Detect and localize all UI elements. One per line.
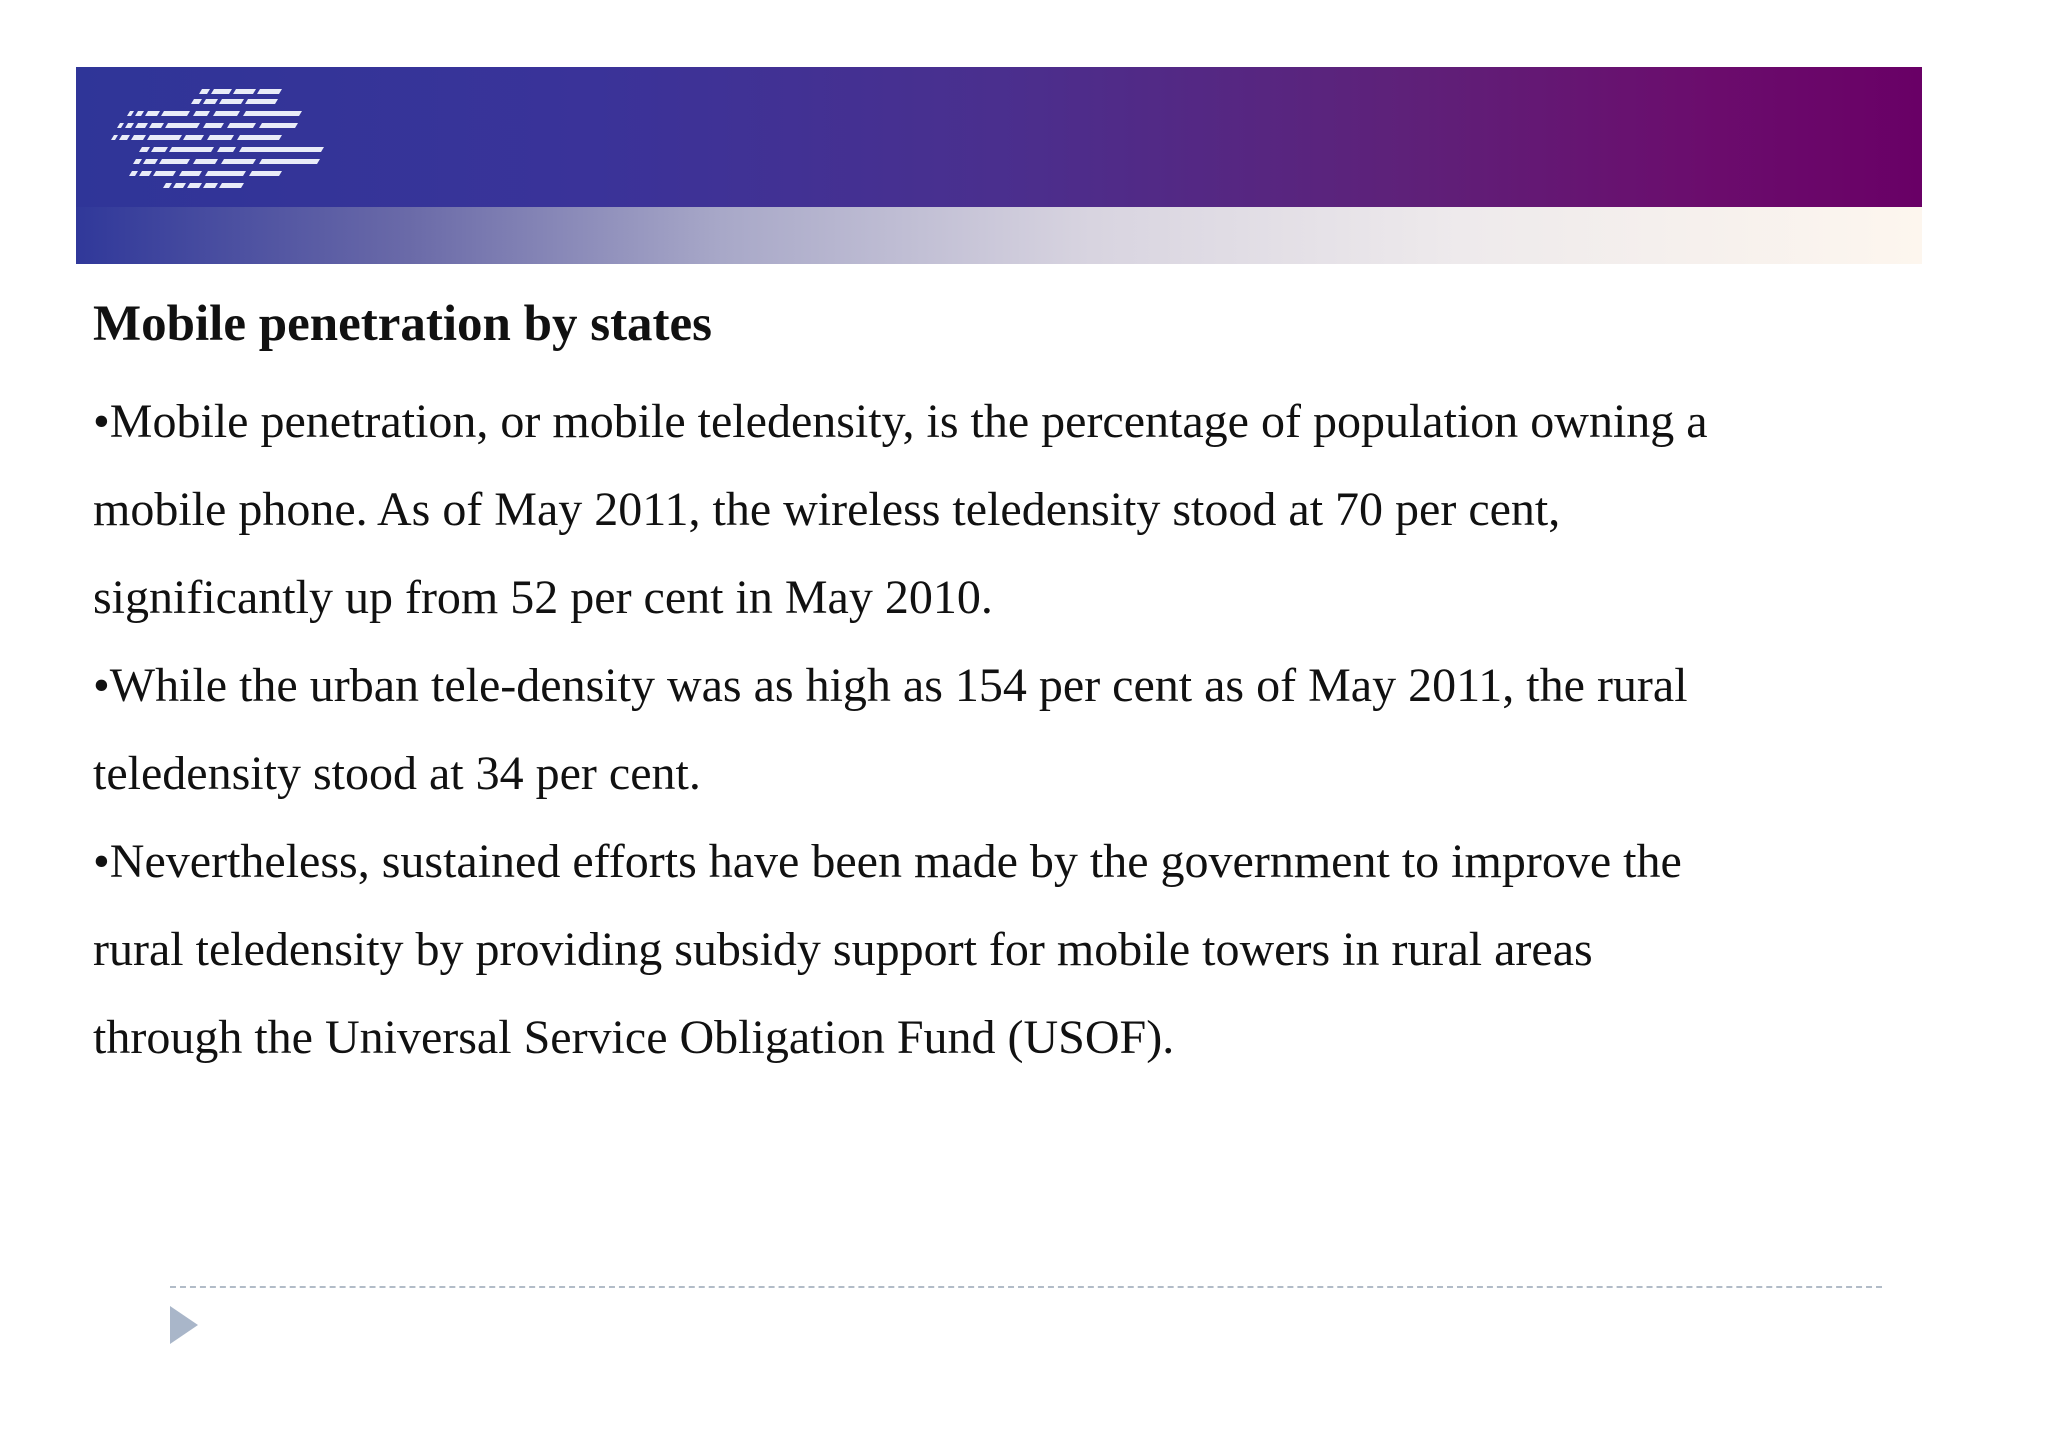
striped-logo-icon xyxy=(106,87,336,197)
bullet-line: •While the urban tele-density was as high as 154 per cent as of May 2011, the rural xyxy=(93,659,1688,712)
bullet-line: rural teledensity by providing subsidy support for mobile towers in rural areas xyxy=(93,923,1593,976)
header-banner-gradient-strip xyxy=(76,207,1922,264)
bullet-line: significantly up from 52 per cent in May 2010. xyxy=(93,571,993,624)
slide-title: Mobile penetration by states xyxy=(93,296,713,352)
next-slide-arrow-icon[interactable] xyxy=(170,1306,198,1344)
slide-body xyxy=(93,378,1943,1082)
bullet-line: mobile phone. As of May 2011, the wireless teledensity stood at 70 per cent, xyxy=(93,483,1561,536)
bullet-line: through the Universal Service Obligation Fund (USOF). xyxy=(93,1011,1175,1064)
header-banner-top xyxy=(76,67,1922,207)
header-banner xyxy=(76,67,1922,264)
bullet-line: teledensity stood at 34 per cent. xyxy=(93,747,701,800)
bullet-line: •Mobile penetration, or mobile teledensity, is the percentage of population owning a xyxy=(93,395,1708,448)
bullet-line: •Nevertheless, sustained efforts have been made by the government to improve the xyxy=(93,835,1682,888)
footer-divider xyxy=(170,1286,1882,1288)
